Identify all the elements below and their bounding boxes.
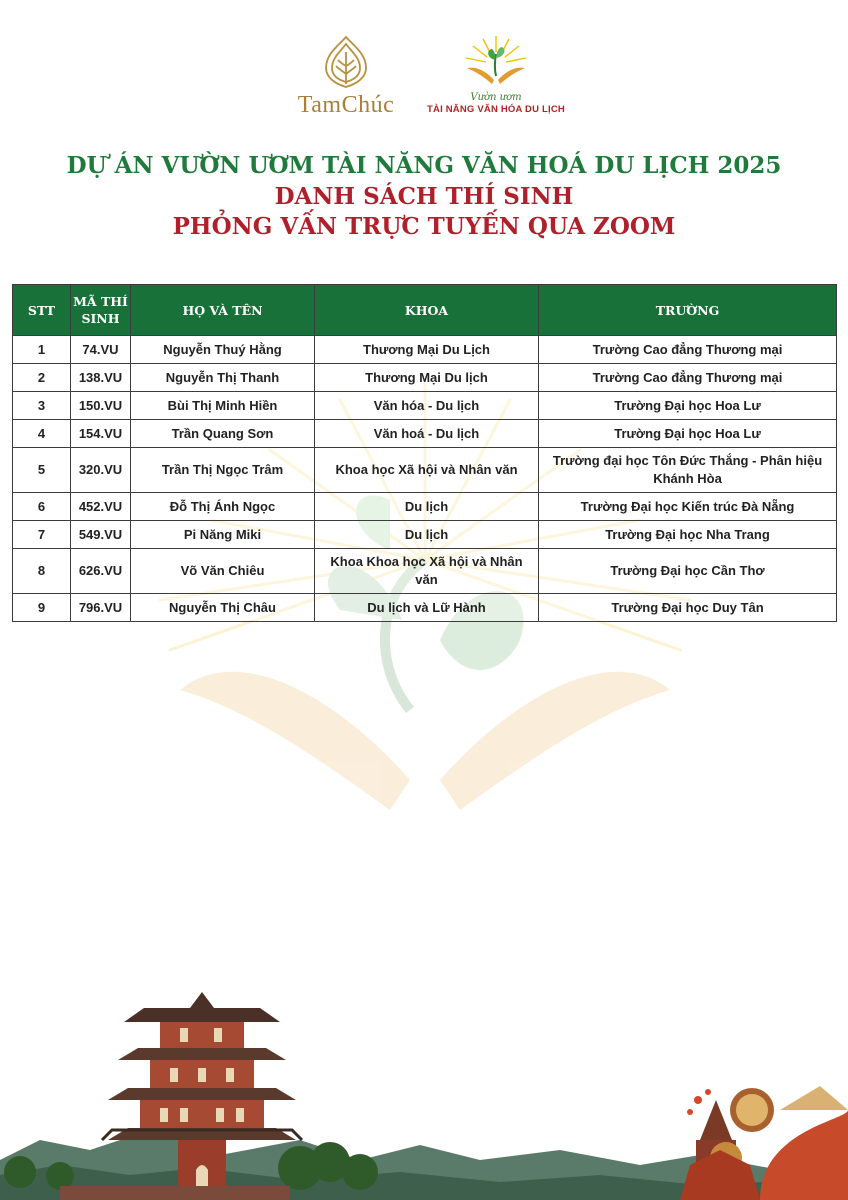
cell-khoa: Thương Mại Du lịch <box>315 364 539 392</box>
cell-stt: 9 <box>13 594 71 622</box>
tamchuc-logo <box>276 34 416 126</box>
cell-khoa: Du lịch và Lữ Hành <box>315 594 539 622</box>
cell-ma: 796.VU <box>71 594 131 622</box>
cell-ma: 154.VU <box>71 420 131 448</box>
table-row <box>13 493 837 521</box>
cell-ma: 549.VU <box>71 521 131 549</box>
cell-ma: 138.VU <box>71 364 131 392</box>
table-row <box>13 364 837 392</box>
cell-ten: Nguyễn Thị Châu <box>131 594 315 622</box>
cell-ten: Trần Quang Sơn <box>131 420 315 448</box>
cell-khoa: Du lịch <box>315 521 539 549</box>
vuon-uom-logo <box>420 34 572 126</box>
cell-ma: 74.VU <box>71 336 131 364</box>
table-row <box>13 549 837 594</box>
cultural-decor <box>680 1086 848 1200</box>
table-row <box>13 594 837 622</box>
header-ho-ten: HỌ VÀ TÊN <box>131 285 315 336</box>
header-khoa: KHOA <box>315 285 539 336</box>
cell-khoa: Văn hóa - Du lịch <box>315 392 539 420</box>
cell-ma: 626.VU <box>71 549 131 594</box>
vuon-uom-script-text: Vườn ươm <box>470 92 522 103</box>
cell-ten: Nguyễn Thuý Hằng <box>131 336 315 364</box>
cell-stt: 1 <box>13 336 71 364</box>
cell-khoa: Du lịch <box>315 493 539 521</box>
cell-khoa: Thương Mại Du Lịch <box>315 336 539 364</box>
cell-ma: 320.VU <box>71 448 131 493</box>
cell-truong: Trường Đại học Hoa Lư <box>539 420 837 448</box>
cell-ma: 452.VU <box>71 493 131 521</box>
cell-khoa: Văn hoá - Du lịch <box>315 420 539 448</box>
cell-stt: 2 <box>13 364 71 392</box>
title-block <box>0 150 848 242</box>
cell-ten: Pi Năng Miki <box>131 521 315 549</box>
cell-khoa: Khoa Khoa học Xã hội và Nhân văn <box>315 549 539 594</box>
header-logos <box>0 34 848 134</box>
cell-ma: 150.VU <box>71 392 131 420</box>
header-ma-thi-sinh: MÃ THÍ SINH <box>71 285 131 336</box>
header-truong: TRƯỜNG <box>539 285 837 336</box>
cell-stt: 4 <box>13 420 71 448</box>
cell-truong: Trường Đại học Nha Trang <box>539 521 837 549</box>
bottom-scenery <box>0 990 848 1200</box>
cell-stt: 5 <box>13 448 71 493</box>
cell-stt: 3 <box>13 392 71 420</box>
table-row <box>13 448 837 493</box>
cell-ten: Trần Thị Ngọc Trâm <box>131 448 315 493</box>
table-header-row <box>13 285 837 336</box>
header-stt: STT <box>13 285 71 336</box>
table-row <box>13 521 837 549</box>
tamchuc-brand-text: TamChúc <box>297 92 395 118</box>
sprout-hands-icon <box>461 34 531 92</box>
cell-truong: Trường Cao đẳng Thương mại <box>539 336 837 364</box>
cell-truong: Trường Đại học Hoa Lư <box>539 392 837 420</box>
candidate-table <box>12 284 837 622</box>
vuon-uom-tagline: TÀI NĂNG VĂN HÓA DU LỊCH <box>427 104 565 115</box>
cell-stt: 8 <box>13 549 71 594</box>
cell-ten: Nguyễn Thị Thanh <box>131 364 315 392</box>
bodhi-leaf-icon <box>318 34 374 90</box>
cell-khoa: Khoa học Xã hội và Nhân văn <box>315 448 539 493</box>
cell-stt: 7 <box>13 521 71 549</box>
interview-title: PHỎNG VẤN TRỰC TUYẾN QUA ZOOM <box>172 213 676 240</box>
table-row <box>13 392 837 420</box>
cell-truong: Trường Đại học Duy Tân <box>539 594 837 622</box>
cell-truong: Trường Đại học Cần Thơ <box>539 549 837 594</box>
cell-truong: Trường Đại học Kiến trúc Đà Nẵng <box>539 493 837 521</box>
cell-stt: 6 <box>13 493 71 521</box>
table-row <box>13 420 837 448</box>
cell-ten: Võ Văn Chiêu <box>131 549 315 594</box>
list-title: DANH SÁCH THÍ SINH <box>274 183 574 210</box>
cell-ten: Đỗ Thị Ánh Ngọc <box>131 493 315 521</box>
cell-ten: Bùi Thị Minh Hiền <box>131 392 315 420</box>
table-row <box>13 336 837 364</box>
cell-truong: Trường Cao đẳng Thương mại <box>539 364 837 392</box>
cell-truong: Trường đại học Tôn Đức Thắng - Phân hiệu Khánh Hòa <box>539 448 837 493</box>
project-title: DỰ ÁN VƯỜN ƯƠM TÀI NĂNG VĂN HOÁ DU LỊCH 2025 <box>66 152 782 179</box>
